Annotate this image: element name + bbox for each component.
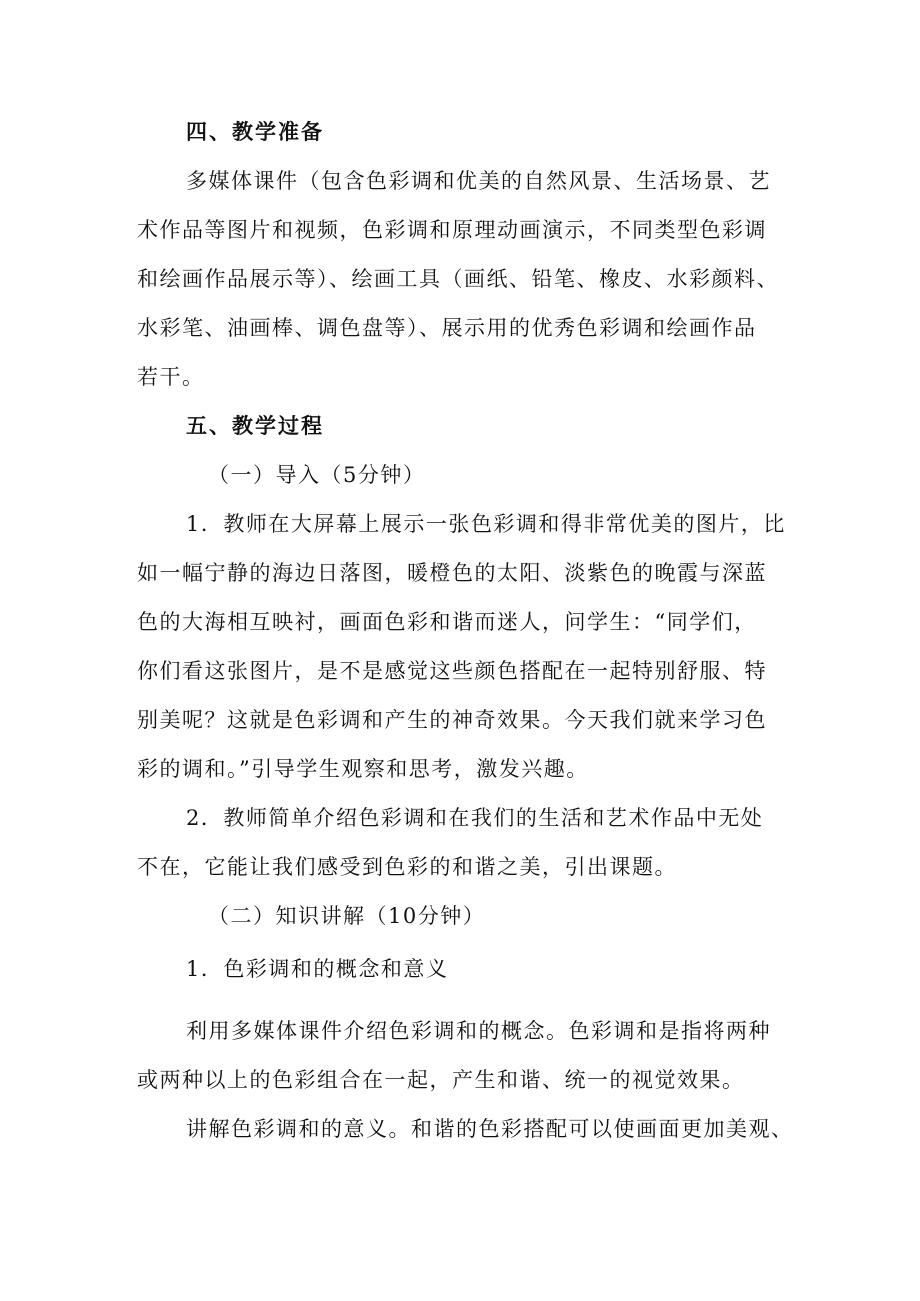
paragraph-line: 2．教师简单介绍色彩调和在我们的生活和艺术作品中无处 [186,806,764,830]
section-heading-preparation: 四、教学准备 [186,119,324,144]
item-title: 1．色彩调和的概念和意义 [186,957,449,981]
paragraph-line: 利用多媒体课件介绍色彩调和的概念。色彩调和是指将两种 [186,1019,771,1043]
subsection-title-knowledge: （二）知识讲解（10分钟） [208,904,486,928]
subsection-title-intro: （一）导入（5分钟） [208,463,426,487]
paragraph-line: 1．教师在大屏幕上展示一张色彩调和得非常优美的图片，比 [186,512,786,536]
paragraph-line: 彩的调和。”引导学生观察和思考，激发兴趣。 [137,757,589,781]
paragraph-line: 多媒体课件（包含色彩调和优美的自然风景、生活场景、艺 [186,169,771,193]
paragraph-line: 或两种以上的色彩组合在一起，产生和谐、统一的视觉效果。 [137,1068,745,1092]
paragraph-line: 讲解色彩调和的意义。和谐的色彩搭配可以使画面更加美观、 [186,1117,794,1141]
paragraph-line: 和绘画作品展示等）、绘画工具（画纸、铅笔、橡皮、水彩颜料、 [137,267,779,291]
section-heading-process: 五、教学过程 [186,413,324,438]
paragraph-line: 不在，它能让我们感受到色彩的和谐之美，引出课题。 [137,855,677,879]
paragraph-line: 如一幅宁静的海边日落图，暖橙色的太阳、淡紫色的晚霞与深蓝 [137,561,767,585]
paragraph-line: 你们看这张图片，是不是感觉这些颜色搭配在一起特别舒服、特 [137,659,767,683]
paragraph-line: 别美呢？这就是色彩调和产生的神奇效果。今天我们就来学习色 [137,708,767,732]
paragraph-line: 术作品等图片和视频，色彩调和原理动画演示，不同类型色彩调 [137,218,767,242]
paragraph-line: 色的大海相互映衬，画面色彩和谐而迷人，问学生：“同学们， [137,610,757,634]
paragraph-line: 水彩笔、油画棒、调色盘等）、展示用的优秀色彩调和绘画作品 [137,316,757,340]
paragraph-line: 若干。 [137,365,205,389]
